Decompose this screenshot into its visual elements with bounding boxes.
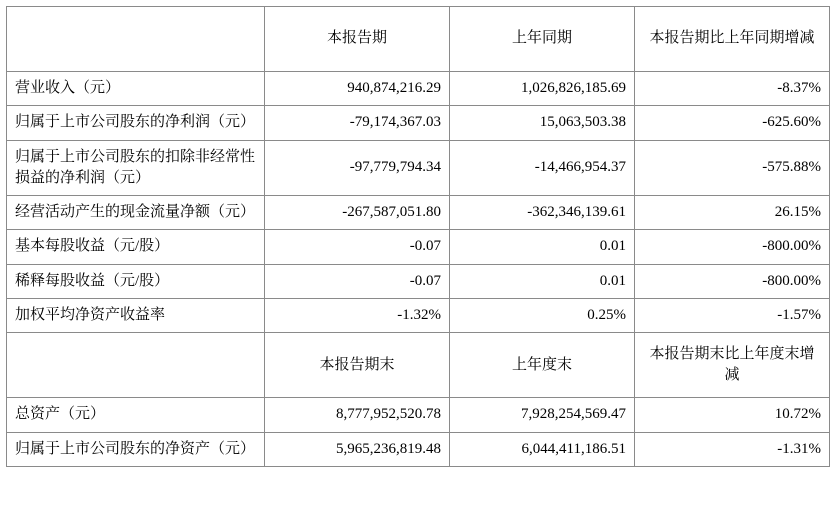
row-current-value: 5,965,236,819.48 [265,432,450,466]
header-cell-change: 本报告期比上年同期增减 [635,7,830,72]
row-label: 归属于上市公司股东的扣除非经常性损益的净利润（元） [7,140,265,196]
row-label: 基本每股收益（元/股） [7,230,265,264]
header-cell-blank [7,333,265,398]
header-cell-previous-year-end: 上年度末 [450,333,635,398]
header-cell-blank [7,7,265,72]
header-cell-previous-period: 上年同期 [450,7,635,72]
row-label: 稀释每股收益（元/股） [7,264,265,298]
row-change-value: -1.31% [635,432,830,466]
row-current-value: 8,777,952,520.78 [265,398,450,432]
row-current-value: -97,779,794.34 [265,140,450,196]
row-previous-value: 15,063,503.38 [450,106,635,140]
table-row [7,72,830,106]
table-header-row-period [7,7,830,72]
row-label: 归属于上市公司股东的净资产（元） [7,432,265,466]
table-row [7,196,830,230]
row-current-value: -0.07 [265,230,450,264]
table-row [7,106,830,140]
table-row [7,398,830,432]
header-cell-change-period-end: 本报告期末比上年度末增减 [635,333,830,398]
table-row [7,230,830,264]
row-current-value: 940,874,216.29 [265,72,450,106]
row-previous-value: -362,346,139.61 [450,196,635,230]
financial-summary-table [6,6,830,467]
row-current-value: -79,174,367.03 [265,106,450,140]
row-change-value: -8.37% [635,72,830,106]
row-label: 加权平均净资产收益率 [7,299,265,333]
row-label: 营业收入（元） [7,72,265,106]
header-cell-current-period-end: 本报告期末 [265,333,450,398]
row-previous-value: -14,466,954.37 [450,140,635,196]
row-previous-value: 7,928,254,569.47 [450,398,635,432]
table-row [7,299,830,333]
row-label: 总资产（元） [7,398,265,432]
row-current-value: -1.32% [265,299,450,333]
row-label: 归属于上市公司股东的净利润（元） [7,106,265,140]
row-label: 经营活动产生的现金流量净额（元） [7,196,265,230]
table-row [7,432,830,466]
row-change-value: -800.00% [635,264,830,298]
row-change-value: -800.00% [635,230,830,264]
table-row [7,264,830,298]
row-previous-value: 0.25% [450,299,635,333]
row-change-value: 10.72% [635,398,830,432]
row-previous-value: 0.01 [450,264,635,298]
table-header-row-period-end [7,333,830,398]
row-current-value: -0.07 [265,264,450,298]
header-cell-current-period: 本报告期 [265,7,450,72]
row-previous-value: 0.01 [450,230,635,264]
row-change-value: -1.57% [635,299,830,333]
table-row [7,140,830,196]
row-previous-value: 1,026,826,185.69 [450,72,635,106]
row-current-value: -267,587,051.80 [265,196,450,230]
row-change-value: 26.15% [635,196,830,230]
row-change-value: -625.60% [635,106,830,140]
row-change-value: -575.88% [635,140,830,196]
row-previous-value: 6,044,411,186.51 [450,432,635,466]
